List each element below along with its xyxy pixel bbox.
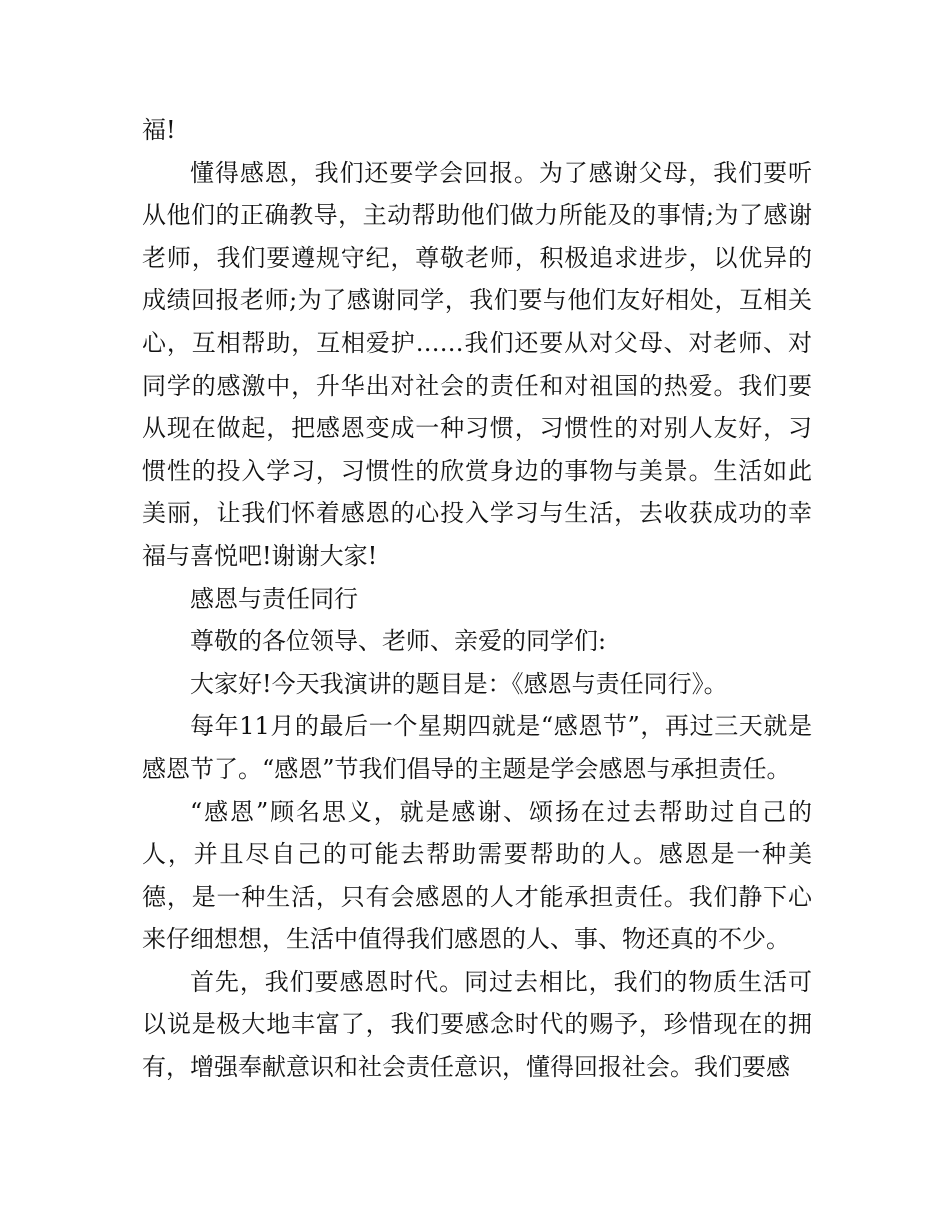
paragraph-fragment: 福! (142, 116, 176, 144)
speech-greeting: 大家好!今天我演讲的题目是：《感恩与责任同行》。 (190, 669, 728, 698)
paragraph-repay-gratitude: 懂得感恩，我们还要学会回报。为了感谢父母，我们要听从他们的正确教导，主动帮助他们做力所能及的事情;为了感谢老师，我们要遵规守纪，尊敬老师，积极追求进步，以优异的成绩回报老师;为了感谢同学，我们要与他们友好相处，互相关心，互相帮助，互相爱护……我们还要从对父母、对老师、对同学的感激中，升华出对社会的责任和对祖国的热爱。我们要从现在做起，把感恩变成一种习惯，习惯性的对别人友好，习惯性的投入学习，习惯性的欣赏身边的事物与美景。生活如此美丽，让我们怀着感恩的心投入学习与生活，去收获成功的幸福与喜悦吧!谢谢大家! (142, 158, 812, 570)
paragraph-meaning-of-gratitude: “感恩”顾名思义，就是感谢、颂扬在过去帮助过自己的人，并且尽自己的可能去帮助需要帮助的人。感恩是一种美德，是一种生活，只有会感恩的人才能承担责任。我们静下心来仔细想想，生活中值得我们感恩的人、事、物还真的不少。 (142, 797, 812, 954)
speech-salutation: 尊敬的各位领导、老师、亲爱的同学们: (190, 627, 607, 656)
speech-title: 感恩与责任同行 (190, 584, 358, 613)
paragraph-thanksgiving-day: 每年11月的最后一个星期四就是“感恩节”，再过三天就是感恩节了。“感恩”节我们倡导的主题是学会感恩与承担责任。 (142, 712, 812, 783)
document-page (142, 109, 812, 1089)
paragraph-grateful-to-era: 首先，我们要感恩时代。同过去相比，我们的物质生活可以说是极大地丰富了，我们要感念时代的赐予，珍惜现在的拥有，增强奉献意识和社会责任意识，懂得回报社会。我们要感 (142, 967, 812, 1082)
